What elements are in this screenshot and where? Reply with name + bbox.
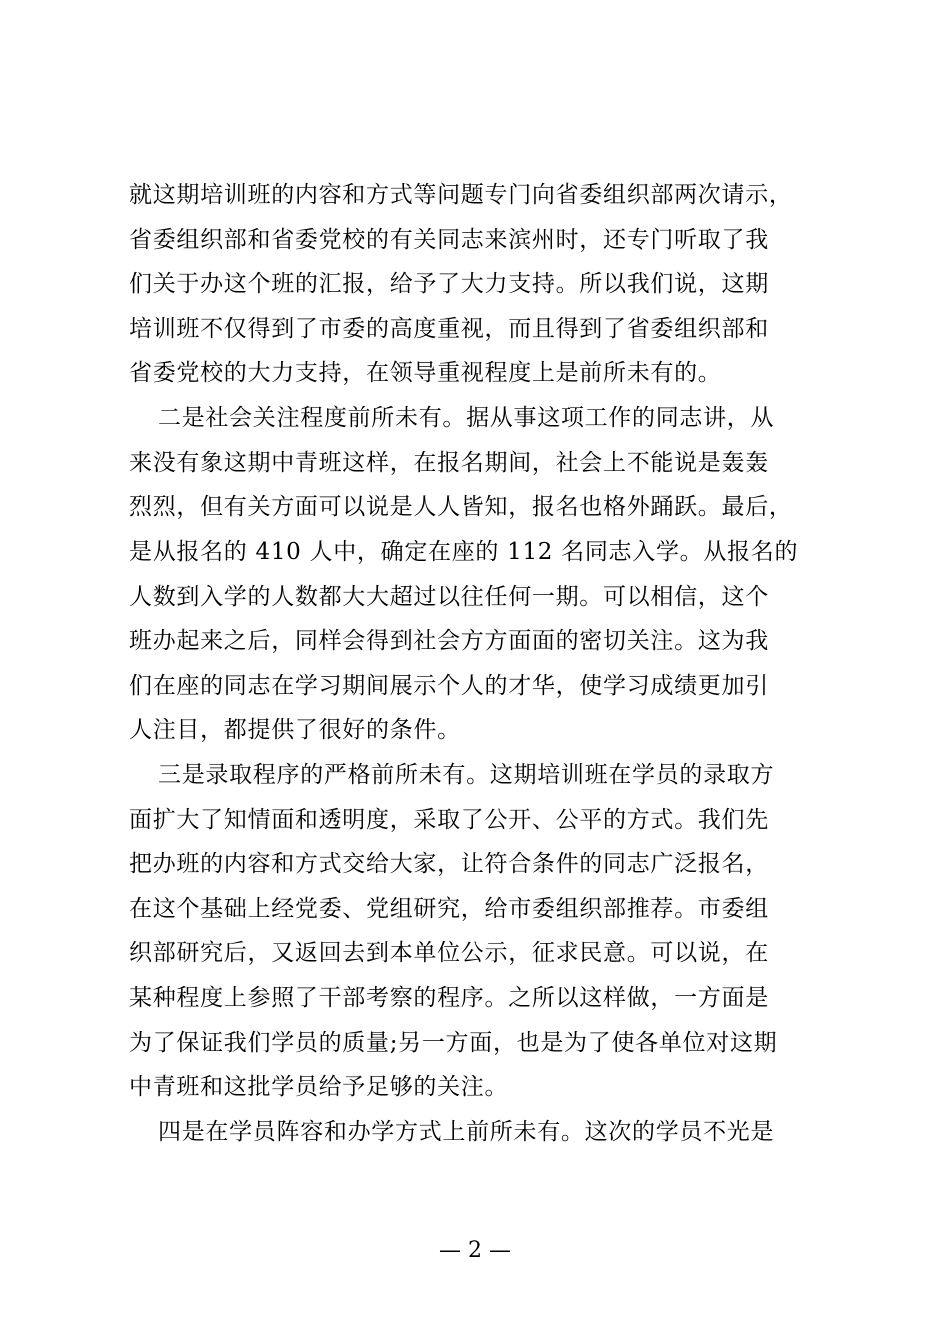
paragraph-start-line: 二是社会关注程度前所未有。据从事这项工作的同志讲，从 bbox=[158, 405, 775, 431]
text-line: 人数到入学的人数都大大超过以往任何一期。可以相信，这个 bbox=[129, 584, 769, 610]
text-line: 在这个基础上经党委、党组研究，给市委组织部推荐。市委组 bbox=[129, 896, 769, 922]
text-line: 织部研究后，又返回去到本单位公示，征求民意。可以说，在 bbox=[129, 940, 769, 966]
text-line: 是从报名的 410 人中，确定在座的 112 名同志入学。从报名的 bbox=[129, 539, 799, 565]
text-line: 为了保证我们学员的质量;另一方面，也是为了使各单位对这期 bbox=[129, 1030, 778, 1056]
text-line: 中青班和这批学员给予足够的关注。 bbox=[129, 1074, 509, 1100]
text-line: 班办起来之后，同样会得到社会方方面面的密切关注。这为我 bbox=[129, 628, 769, 654]
text-line: 省委组织部和省委党校的有关同志来滨州时，还专门听取了我 bbox=[129, 227, 769, 253]
text-line: 烈烈，但有关方面可以说是人人皆知，报名也格外踊跃。最后， bbox=[129, 494, 793, 520]
page-number: — 2 — bbox=[439, 1238, 511, 1263]
text-line: 们关于办这个班的汇报，给予了大力支持。所以我们说，这期 bbox=[129, 271, 769, 297]
text-line: 面扩大了知情面和透明度，采取了公开、公平的方式。我们先 bbox=[129, 807, 769, 833]
text-line: 某种程度上参照了干部考察的程序。之所以这样做，一方面是 bbox=[129, 985, 769, 1011]
paragraph-start-line: 三是录取程序的严格前所未有。这期培训班在学员的录取方 bbox=[158, 762, 775, 788]
paragraph-start-line: 四是在学员阵容和办学方式上前所未有。这次的学员不光是 bbox=[158, 1119, 775, 1145]
text-line: 来没有象这期中青班这样，在报名期间，社会上不能说是轰轰 bbox=[129, 450, 769, 476]
text-line: 们在座的同志在学习期间展示个人的才华，使学习成绩更加引 bbox=[129, 673, 769, 699]
text-line: 把办班的内容和方式交给大家，让符合条件的同志广泛报名， bbox=[129, 851, 769, 877]
text-line: 就这期培训班的内容和方式等问题专门向省委组织部两次请示， bbox=[129, 182, 793, 208]
text-line: 培训班不仅得到了市委的高度重视，而且得到了省委组织部和 bbox=[129, 316, 769, 342]
text-line: 人注目，都提供了很好的条件。 bbox=[129, 717, 461, 743]
text-line: 省委党校的大力支持，在领导重视程度上是前所未有的。 bbox=[129, 360, 722, 386]
